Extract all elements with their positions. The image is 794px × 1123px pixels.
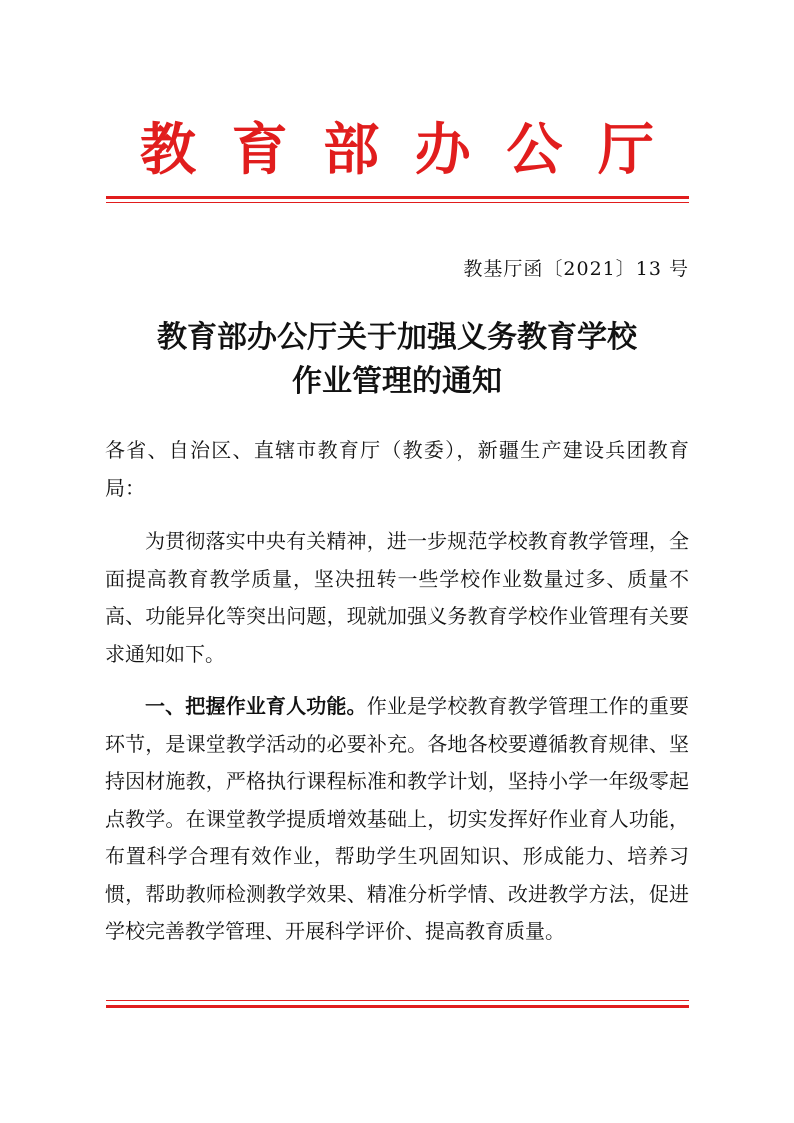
- document-title-line1: 教育部办公厅关于加强义务教育学校: [157, 320, 637, 355]
- footer-rule-thick: [106, 1005, 689, 1008]
- masthead-rule-thin: [106, 202, 689, 203]
- section1-body: 作业是学校教育教学管理工作的重要环节，是课堂教学活动的必要补充。各地各校要遵循教育规律、坚持因材施教，严格执行课程标准和教学计划，坚持小学一年级零起点教学。在课堂教学提质增效基础上，切实发挥好作业育人功能，布置科学合理有效作业，帮助学生巩固知识、形成能力、培养习惯，帮助教师检测教学效果、精准分析学情、改进教学方法，促进学校完善教学管理、开展科学评价、提高教育质量。: [105, 694, 690, 943]
- masthead-char: 育: [231, 117, 288, 183]
- masthead-rule-thick: [106, 196, 689, 199]
- masthead-char: 教: [140, 117, 196, 183]
- intro-paragraph: 为贯彻落实中央有关精神，进一步规范学校教育教学管理，全面提高教育教学质量，坚决扭转一些学校作业数量过多、质量不高、功能异化等突出问题，现就加强义务教育学校作业管理有关要求通知如下。: [105, 529, 689, 666]
- footer-rule-thin: [106, 1000, 689, 1001]
- masthead: [100, 106, 694, 186]
- document-number: 教基厅函〔2021〕13 号: [463, 258, 689, 280]
- section1-paragraph: [105, 688, 689, 951]
- masthead-char: 公: [506, 117, 563, 183]
- recipients-paragraph: 各省、自治区、直辖市教育厅（教委），新疆生产建设兵团教育局：: [105, 438, 689, 500]
- masthead-char: 部: [323, 117, 380, 183]
- masthead-char: 办: [414, 117, 471, 183]
- masthead-char: 厅: [597, 117, 654, 183]
- document-title-line2: 作业管理的通知: [292, 364, 502, 399]
- section1-heading: 一、把握作业育人功能。: [145, 694, 367, 718]
